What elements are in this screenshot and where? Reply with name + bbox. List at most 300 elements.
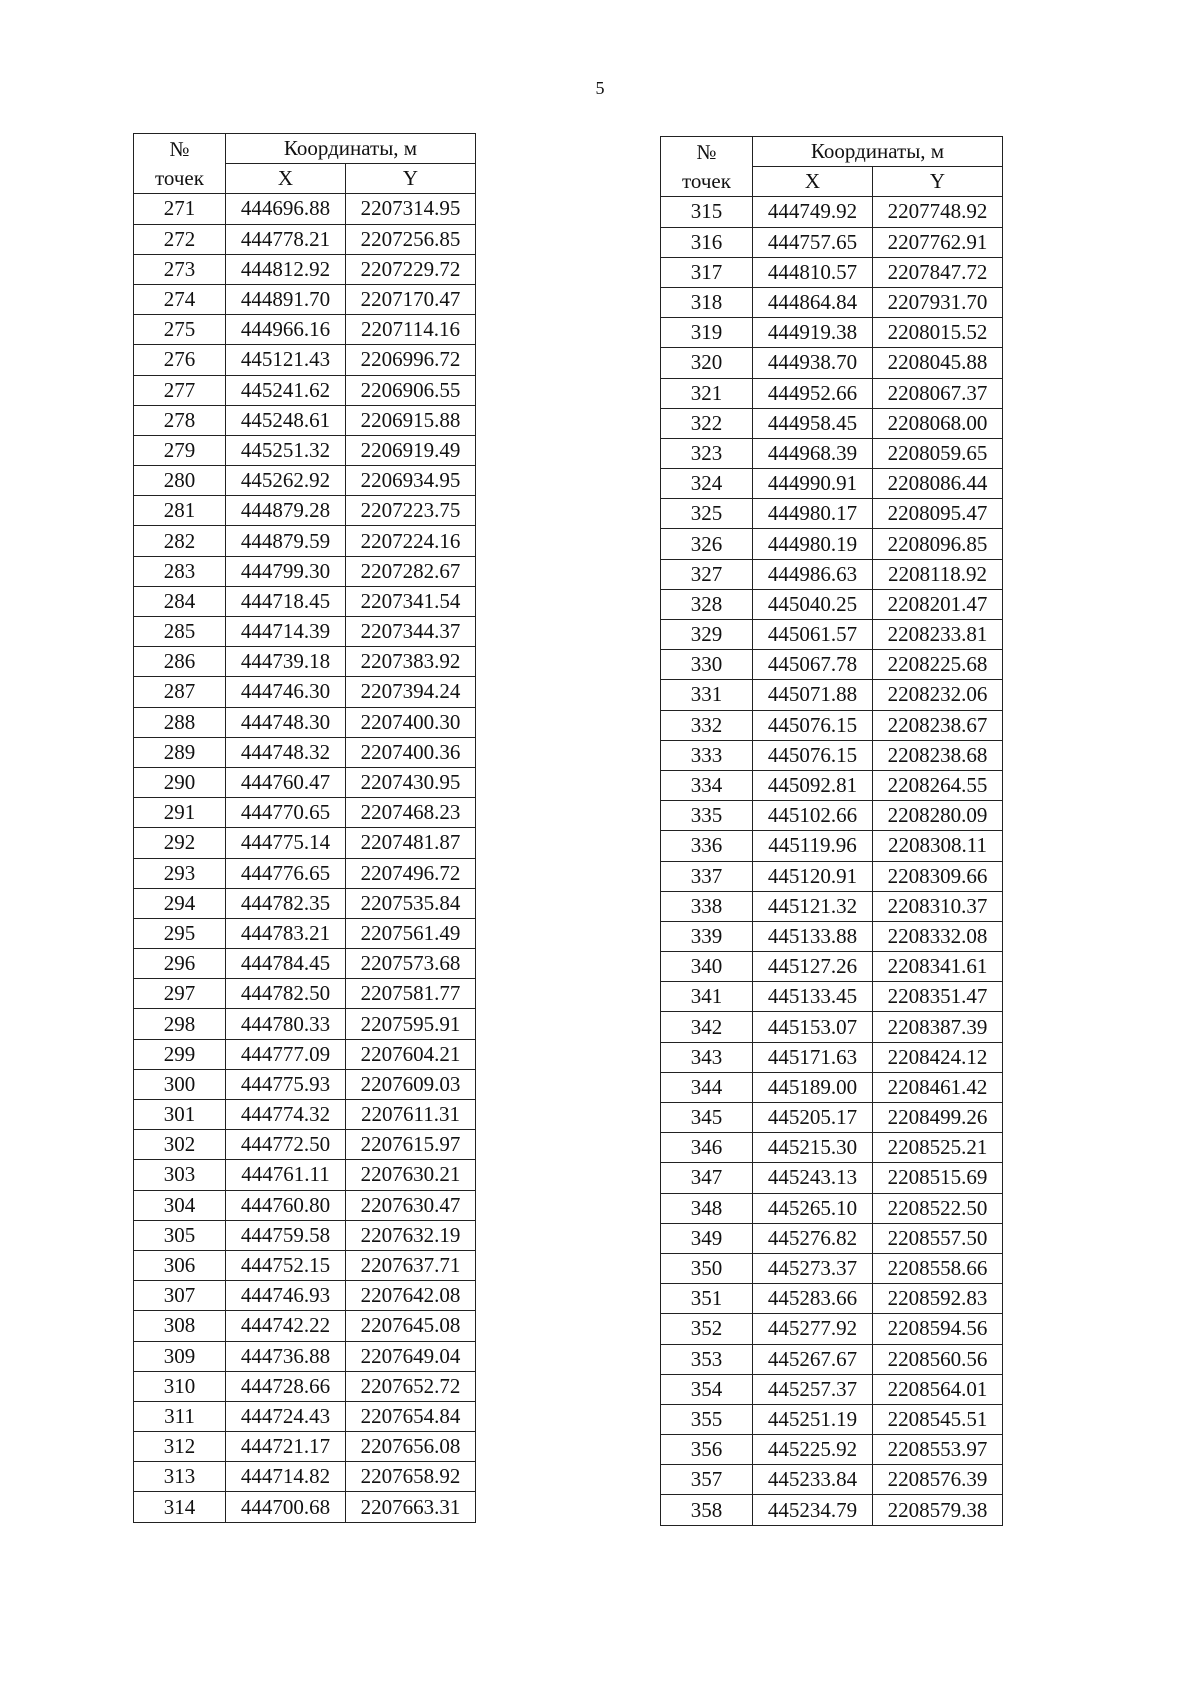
point-number-cell: 329 [661,620,753,650]
point-number-cell: 348 [661,1193,753,1223]
point-number-cell: 319 [661,318,753,348]
y-coordinate-cell: 2208564.01 [873,1374,1003,1404]
x-coordinate-cell: 445040.25 [753,589,873,619]
coordinates-table-right [660,136,1003,1526]
table-row [134,1190,476,1220]
y-coordinate-cell: 2208059.65 [873,438,1003,468]
y-coordinate-cell: 2207649.04 [346,1341,476,1371]
x-coordinate-cell: 445267.67 [753,1344,873,1374]
x-coordinate-cell: 444891.70 [226,284,346,314]
x-coordinate-cell: 445061.57 [753,620,873,650]
point-number-cell: 338 [661,891,753,921]
point-number-cell: 273 [134,254,226,284]
point-number-cell: 314 [134,1492,226,1522]
table-row [134,586,476,616]
point-number-cell: 289 [134,737,226,767]
table-row [134,767,476,797]
point-number-cell: 288 [134,707,226,737]
x-coordinate-cell: 445153.07 [753,1012,873,1042]
y-coordinate-cell: 2208594.56 [873,1314,1003,1344]
y-coordinate-cell: 2208351.47 [873,982,1003,1012]
point-number-cell: 357 [661,1465,753,1495]
x-coordinate-cell: 445225.92 [753,1435,873,1465]
point-number-cell: 316 [661,227,753,257]
table-row [134,315,476,345]
y-coordinate-cell: 2208576.39 [873,1465,1003,1495]
point-number-cell: 295 [134,918,226,948]
table-row [134,405,476,435]
point-number-cell: 292 [134,828,226,858]
table-row [134,1160,476,1190]
point-number-cell: 275 [134,315,226,345]
y-coordinate-cell: 2207630.21 [346,1160,476,1190]
y-coordinate-cell: 2207654.84 [346,1401,476,1431]
point-number-cell: 278 [134,405,226,435]
y-coordinate-cell: 2207229.72 [346,254,476,284]
y-coordinate-cell: 2207656.08 [346,1432,476,1462]
table-row [134,979,476,1009]
point-number-cell: 323 [661,438,753,468]
x-coordinate-cell: 444774.32 [226,1100,346,1130]
y-coordinate-cell: 2207663.31 [346,1492,476,1522]
point-number-cell: 345 [661,1103,753,1133]
point-number-cell: 340 [661,952,753,982]
y-coordinate-cell: 2208310.37 [873,891,1003,921]
y-coordinate-cell: 2208308.11 [873,831,1003,861]
point-number-cell: 313 [134,1462,226,1492]
point-number-cell: 356 [661,1435,753,1465]
table-row [661,1284,1003,1314]
y-coordinate-cell: 2207581.77 [346,979,476,1009]
table-row [661,1042,1003,1072]
table-row [661,770,1003,800]
y-coordinate-cell: 2207847.72 [873,257,1003,287]
point-number-cell: 325 [661,499,753,529]
table-row [134,284,476,314]
y-coordinate-cell: 2208238.68 [873,740,1003,770]
point-number-cell: 280 [134,466,226,496]
table-row [661,1103,1003,1133]
table-row [661,801,1003,831]
y-coordinate-cell: 2208045.88 [873,348,1003,378]
x-coordinate-cell: 444879.28 [226,496,346,526]
table-row [661,1344,1003,1374]
point-number-cell: 322 [661,408,753,438]
point-number-cell: 350 [661,1253,753,1283]
y-coordinate-cell: 2208232.06 [873,680,1003,710]
y-coordinate-cell: 2206906.55 [346,375,476,405]
point-number-cell: 279 [134,435,226,465]
point-number-cell: 305 [134,1220,226,1250]
coordinates-header: Координаты, м [226,134,476,164]
x-coordinate-cell: 444775.93 [226,1069,346,1099]
x-coordinate-cell: 444777.09 [226,1039,346,1069]
x-coordinate-cell: 444760.80 [226,1190,346,1220]
point-number-cell: 307 [134,1281,226,1311]
point-number-cell: 282 [134,526,226,556]
point-number-cell: 274 [134,284,226,314]
x-coordinate-cell: 445241.62 [226,375,346,405]
table-row [661,408,1003,438]
y-coordinate-cell: 2207535.84 [346,888,476,918]
y-coordinate-cell: 2208118.92 [873,559,1003,589]
y-coordinate-cell: 2208233.81 [873,620,1003,650]
table-row [134,194,476,224]
x-coordinate-cell: 444990.91 [753,469,873,499]
point-number-cell: 285 [134,617,226,647]
y-coordinate-cell: 2207609.03 [346,1069,476,1099]
table-row [661,529,1003,559]
x-coordinate-cell: 444938.70 [753,348,873,378]
y-coordinate-cell: 2208067.37 [873,378,1003,408]
table-row [661,1495,1003,1525]
y-coordinate-cell: 2208309.66 [873,861,1003,891]
y-coordinate-cell: 2207642.08 [346,1281,476,1311]
x-coordinate-cell: 444770.65 [226,798,346,828]
x-coordinate-cell: 444736.88 [226,1341,346,1371]
point-number-cell: 291 [134,798,226,828]
point-number-cell: 331 [661,680,753,710]
point-number-cell: 272 [134,224,226,254]
x-coordinate-cell: 444968.39 [753,438,873,468]
table-row [661,318,1003,348]
table-row [134,1069,476,1099]
table-row [661,1435,1003,1465]
x-coordinate-cell: 444714.39 [226,617,346,647]
x-coordinate-cell: 444986.63 [753,559,873,589]
table-row [134,1311,476,1341]
table-row [661,197,1003,227]
y-coordinate-cell: 2207748.92 [873,197,1003,227]
y-coordinate-cell: 2208068.00 [873,408,1003,438]
x-coordinate-cell: 444761.11 [226,1160,346,1190]
point-number-cell: 310 [134,1371,226,1401]
y-coordinate-cell: 2208280.09 [873,801,1003,831]
y-coordinate-cell: 2208387.39 [873,1012,1003,1042]
x-coordinate-cell: 444746.93 [226,1281,346,1311]
y-coordinate-cell: 2207430.95 [346,767,476,797]
table-row [134,888,476,918]
x-coordinate-cell: 444746.30 [226,677,346,707]
x-coordinate-cell: 445265.10 [753,1193,873,1223]
point-number-symbol: № [169,137,190,162]
y-coordinate-cell: 2208525.21 [873,1133,1003,1163]
table-row [661,952,1003,982]
point-number-cell: 324 [661,469,753,499]
table-row [134,1130,476,1160]
y-column-header: Y [346,164,476,194]
point-number-cell: 344 [661,1072,753,1102]
point-number-cell: 304 [134,1190,226,1220]
x-coordinate-cell: 444864.84 [753,287,873,317]
x-coordinate-cell: 445071.88 [753,680,873,710]
y-coordinate-cell: 2207114.16 [346,315,476,345]
x-coordinate-cell: 444752.15 [226,1250,346,1280]
x-coordinate-cell: 445121.43 [226,345,346,375]
point-number-cell: 333 [661,740,753,770]
x-coordinate-cell: 445120.91 [753,861,873,891]
point-number-cell: 335 [661,801,753,831]
table-row [134,526,476,556]
x-column-header: X [226,164,346,194]
x-coordinate-cell: 444759.58 [226,1220,346,1250]
x-coordinate-cell: 445102.66 [753,801,873,831]
y-coordinate-cell: 2207615.97 [346,1130,476,1160]
y-coordinate-cell: 2208557.50 [873,1223,1003,1253]
x-coordinate-cell: 445251.19 [753,1404,873,1434]
point-number-cell: 299 [134,1039,226,1069]
y-coordinate-cell: 2208424.12 [873,1042,1003,1072]
y-coordinate-cell: 2206934.95 [346,466,476,496]
table-row [134,1432,476,1462]
table-row [661,559,1003,589]
y-coordinate-cell: 2208553.97 [873,1435,1003,1465]
point-number-cell: 339 [661,921,753,951]
x-coordinate-cell: 445276.82 [753,1223,873,1253]
point-number-cell: 298 [134,1009,226,1039]
table-row [134,224,476,254]
x-coordinate-cell: 445262.92 [226,466,346,496]
x-coordinate-cell: 445233.84 [753,1465,873,1495]
x-coordinate-cell: 444757.65 [753,227,873,257]
y-coordinate-cell: 2207223.75 [346,496,476,526]
table-body [661,197,1003,1525]
y-coordinate-cell: 2208238.67 [873,710,1003,740]
table-row [134,375,476,405]
point-number-cell: 330 [661,650,753,680]
table-row [661,620,1003,650]
point-number-cell: 303 [134,1160,226,1190]
y-coordinate-cell: 2207604.21 [346,1039,476,1069]
x-coordinate-cell: 445215.30 [753,1133,873,1163]
y-coordinate-cell: 2207400.30 [346,707,476,737]
x-coordinate-cell: 445133.45 [753,982,873,1012]
x-coordinate-cell: 444724.43 [226,1401,346,1431]
x-coordinate-cell: 445257.37 [753,1374,873,1404]
x-coordinate-cell: 445133.88 [753,921,873,951]
point-number-cell: 334 [661,770,753,800]
table-row [661,499,1003,529]
table-row [661,1163,1003,1193]
point-number-cell: 286 [134,647,226,677]
table-header [661,137,1003,197]
table-row [661,1465,1003,1495]
x-coordinate-cell: 445189.00 [753,1072,873,1102]
y-coordinate-cell: 2207658.92 [346,1462,476,1492]
table-row [661,740,1003,770]
table-row [661,469,1003,499]
x-coordinate-cell: 444879.59 [226,526,346,556]
y-coordinate-cell: 2207341.54 [346,586,476,616]
table-row [134,858,476,888]
y-coordinate-cell: 2207468.23 [346,798,476,828]
y-coordinate-cell: 2207170.47 [346,284,476,314]
table-row [134,1009,476,1039]
table-row [134,345,476,375]
table-row [134,1250,476,1280]
table-row [134,1220,476,1250]
point-number-cell: 315 [661,197,753,227]
x-coordinate-cell: 444775.14 [226,828,346,858]
x-coordinate-cell: 444721.17 [226,1432,346,1462]
table-row [134,1281,476,1311]
y-coordinate-cell: 2207573.68 [346,949,476,979]
y-coordinate-cell: 2207611.31 [346,1100,476,1130]
y-coordinate-cell: 2207224.16 [346,526,476,556]
point-number-cell: 353 [661,1344,753,1374]
point-number-cell: 347 [661,1163,753,1193]
table-row [134,1401,476,1431]
x-coordinate-cell: 444776.65 [226,858,346,888]
y-coordinate-cell: 2207383.92 [346,647,476,677]
point-number-cell: 277 [134,375,226,405]
y-coordinate-cell: 2208086.44 [873,469,1003,499]
table-row [661,378,1003,408]
x-coordinate-cell: 444748.32 [226,737,346,767]
x-coordinate-cell: 445277.92 [753,1314,873,1344]
point-number-cell: 346 [661,1133,753,1163]
point-number-cell: 351 [661,1284,753,1314]
y-coordinate-cell: 2208515.69 [873,1163,1003,1193]
x-coordinate-cell: 445243.13 [753,1163,873,1193]
table-header [134,134,476,194]
x-coordinate-cell: 444782.35 [226,888,346,918]
point-number-cell: 341 [661,982,753,1012]
point-number-cell: 311 [134,1401,226,1431]
x-coordinate-cell: 444714.82 [226,1462,346,1492]
x-coordinate-cell: 444919.38 [753,318,873,348]
x-coordinate-cell: 444980.19 [753,529,873,559]
table-row [134,828,476,858]
x-coordinate-cell: 444980.17 [753,499,873,529]
point-number-cell: 343 [661,1042,753,1072]
y-coordinate-cell: 2208579.38 [873,1495,1003,1525]
y-coordinate-cell: 2208592.83 [873,1284,1003,1314]
table-row [134,1492,476,1522]
point-number-cell: 302 [134,1130,226,1160]
table-row [661,227,1003,257]
point-number-cell: 336 [661,831,753,861]
y-coordinate-cell: 2206919.49 [346,435,476,465]
table-row [661,650,1003,680]
y-coordinate-cell: 2207481.87 [346,828,476,858]
table-row [661,287,1003,317]
point-number-cell: 321 [661,378,753,408]
table-row [134,617,476,647]
table-row [134,1371,476,1401]
table-row [661,438,1003,468]
point-number-cell: 308 [134,1311,226,1341]
y-coordinate-cell: 2208096.85 [873,529,1003,559]
table-row [661,1253,1003,1283]
x-coordinate-cell: 444783.21 [226,918,346,948]
table-row [661,1374,1003,1404]
x-coordinate-cell: 445119.96 [753,831,873,861]
x-coordinate-cell: 445121.32 [753,891,873,921]
table-row [134,647,476,677]
table-row [661,680,1003,710]
x-coordinate-cell: 444728.66 [226,1371,346,1401]
x-coordinate-cell: 445171.63 [753,1042,873,1072]
point-number-cell: 306 [134,1250,226,1280]
x-coordinate-cell: 445127.26 [753,952,873,982]
point-number-cell: 297 [134,979,226,1009]
table-row [134,556,476,586]
point-number-cell: 281 [134,496,226,526]
y-coordinate-cell: 2208095.47 [873,499,1003,529]
y-coordinate-cell: 2207637.71 [346,1250,476,1280]
x-coordinate-cell: 444812.92 [226,254,346,284]
point-number-cell: 290 [134,767,226,797]
table-body [134,194,476,1522]
point-number-cell: 293 [134,858,226,888]
x-coordinate-cell: 445234.79 [753,1495,873,1525]
y-coordinate-cell: 2207314.95 [346,194,476,224]
table-row [134,254,476,284]
y-coordinate-cell: 2208499.26 [873,1103,1003,1133]
x-coordinate-cell: 445076.15 [753,710,873,740]
table-row [134,496,476,526]
x-coordinate-cell: 444966.16 [226,315,346,345]
point-number-cell: 328 [661,589,753,619]
y-coordinate-cell: 2207931.70 [873,287,1003,317]
table-row [134,1341,476,1371]
point-number-symbol: № [696,140,717,165]
y-column-header: Y [873,167,1003,197]
x-coordinate-cell: 444700.68 [226,1492,346,1522]
y-coordinate-cell: 2207630.47 [346,1190,476,1220]
x-coordinate-cell: 444958.45 [753,408,873,438]
x-coordinate-cell: 444696.88 [226,194,346,224]
y-coordinate-cell: 2208332.08 [873,921,1003,951]
point-number-cell: 283 [134,556,226,586]
point-number-cell: 342 [661,1012,753,1042]
x-coordinate-cell: 444742.22 [226,1311,346,1341]
x-coordinate-cell: 444780.33 [226,1009,346,1039]
table-row [661,861,1003,891]
point-number-cell: 327 [661,559,753,589]
table-row [661,891,1003,921]
y-coordinate-cell: 2208341.61 [873,952,1003,982]
y-coordinate-cell: 2208201.47 [873,589,1003,619]
table-row [661,921,1003,951]
y-coordinate-cell: 2207595.91 [346,1009,476,1039]
point-number-cell: 287 [134,677,226,707]
table-row [134,677,476,707]
point-number-cell: 300 [134,1069,226,1099]
coordinates-table-left [133,133,476,1523]
y-coordinate-cell: 2208558.66 [873,1253,1003,1283]
x-coordinate-cell: 444782.50 [226,979,346,1009]
y-coordinate-cell: 2208461.42 [873,1072,1003,1102]
table-row [661,1133,1003,1163]
table-row [661,710,1003,740]
point-number-cell: 318 [661,287,753,317]
point-number-cell: 355 [661,1404,753,1434]
x-coordinate-cell: 444810.57 [753,257,873,287]
point-number-cell: 354 [661,1374,753,1404]
table-row [661,589,1003,619]
x-coordinate-cell: 444749.92 [753,197,873,227]
point-number-cell: 320 [661,348,753,378]
point-number-cell: 294 [134,888,226,918]
point-number-cell: 326 [661,529,753,559]
y-coordinate-cell: 2207256.85 [346,224,476,254]
point-number-label: точек [682,168,731,193]
table-row [134,737,476,767]
point-number-cell: 296 [134,949,226,979]
point-number-cell: 309 [134,1341,226,1371]
